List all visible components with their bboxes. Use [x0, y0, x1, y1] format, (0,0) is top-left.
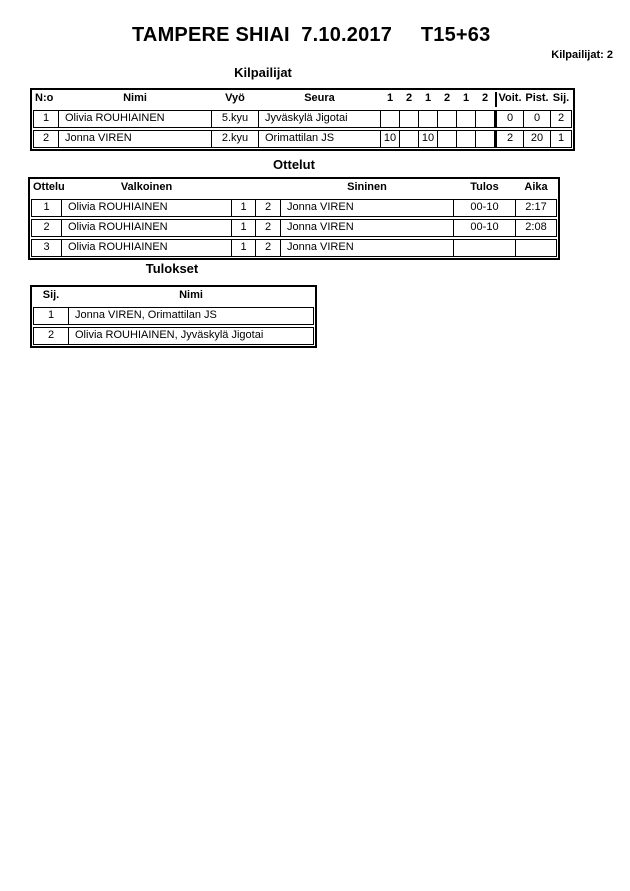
col-header-score-4: 2 [443, 92, 451, 104]
competitor-name: Jonna VIREN [59, 131, 212, 147]
result-name: Olivia ROUHIAINEN, Jyväskylä Jigotai [75, 329, 264, 341]
result-place: 1 [34, 308, 69, 324]
competitor-belt: 5.kyu [212, 111, 259, 127]
white-player-name: Olivia ROUHIAINEN [62, 240, 232, 256]
col-header-nimi: Nimi [179, 289, 203, 301]
points-cell: 0 [524, 111, 551, 127]
white-player-name: Olivia ROUHIAINEN [62, 200, 232, 216]
blue-player-number: 2 [256, 220, 281, 236]
col-header-no: N:o [35, 92, 54, 104]
score-cell [419, 111, 438, 127]
competitor-number: 1 [34, 111, 59, 127]
kilpailijat-header-row [33, 91, 572, 108]
tulokset-table [30, 285, 317, 348]
col-header-score-2: 2 [405, 92, 413, 104]
score-cell: 10 [419, 131, 438, 147]
score-cell [457, 131, 476, 147]
table-row [31, 199, 557, 217]
points-cell: 20 [524, 131, 551, 147]
table-row [31, 239, 557, 257]
table-row [33, 327, 314, 345]
match-result [454, 240, 516, 256]
tulokset-heading: Tulokset [145, 261, 199, 276]
white-player-name: Olivia ROUHIAINEN [62, 220, 232, 236]
col-header-score-6: 2 [481, 92, 489, 104]
col-header-voit: Voit. [495, 92, 524, 107]
col-header-vyo: Vyö [225, 92, 245, 104]
blue-player-name: Jonna VIREN [281, 220, 454, 236]
score-cell [381, 111, 400, 127]
wins-cell: 0 [495, 111, 524, 127]
ottelut-table [28, 177, 560, 260]
col-header-score-3: 1 [424, 92, 432, 104]
score-cell [438, 111, 457, 127]
match-time: 2:17 [525, 201, 547, 213]
score-cell [476, 131, 495, 147]
white-player-number: 1 [232, 200, 256, 216]
col-header-pist: Pist. [525, 92, 549, 104]
col-header-white-number [232, 181, 256, 196]
blue-player-name: Jonna VIREN [281, 200, 454, 216]
kilpailijat-table [30, 88, 575, 151]
ottelut-heading: Ottelut [273, 157, 315, 172]
col-header-sininen: Sininen [347, 181, 387, 193]
match-result: 00-10 [454, 200, 516, 216]
match-number: 2 [32, 220, 62, 236]
place-cell: 2 [557, 112, 565, 124]
match-number: 1 [32, 200, 62, 216]
match-number: 3 [32, 240, 62, 256]
result-name: Jonna VIREN, Orimattilan JS [75, 309, 217, 321]
table-row [33, 130, 572, 148]
col-header-aika: Aika [524, 181, 548, 193]
col-header-seura: Seura [304, 92, 335, 104]
match-result: 00-10 [454, 220, 516, 236]
score-cell [476, 111, 495, 127]
table-row [33, 110, 572, 128]
match-time [516, 240, 556, 256]
col-header-ottelu: Ottelu [33, 181, 65, 193]
col-header-valkoinen: Valkoinen [120, 181, 173, 193]
col-header-blue-number [256, 181, 281, 196]
score-cell [400, 131, 419, 147]
competitor-club: Jyväskylä Jigotai [259, 111, 381, 127]
col-header-sij: Sij. [42, 289, 60, 301]
score-cell [400, 111, 419, 127]
score-cell [457, 111, 476, 127]
table-row [33, 307, 314, 325]
white-player-number: 1 [232, 220, 256, 236]
score-cell [438, 131, 457, 147]
blue-player-number: 2 [256, 200, 281, 216]
col-header-tulos: Tulos [470, 181, 499, 193]
col-header-nimi: Nimi [123, 92, 147, 104]
competitor-belt: 2.kyu [212, 131, 259, 147]
col-header-score-1: 1 [386, 92, 394, 104]
kilpailijat-heading: Kilpailijat [234, 65, 292, 80]
blue-player-number: 2 [256, 240, 281, 256]
col-header-sij: Sij. [552, 92, 570, 104]
match-time: 2:08 [525, 221, 547, 233]
place-cell: 1 [557, 132, 565, 144]
competitors-count: Kilpailijat: 2 [551, 49, 613, 61]
result-place: 2 [34, 328, 69, 344]
tulokset-header-row [33, 288, 314, 305]
ottelut-header-row [31, 180, 557, 197]
page-title: TAMPERE SHIAI 7.10.2017 T15+63 [132, 24, 491, 46]
competitor-club: Orimattilan JS [259, 131, 381, 147]
blue-player-name: Jonna VIREN [281, 240, 454, 256]
competitor-name: Olivia ROUHIAINEN [59, 111, 212, 127]
col-header-score-5: 1 [462, 92, 470, 104]
table-row [31, 219, 557, 237]
score-cell: 10 [381, 131, 400, 147]
wins-cell: 2 [495, 131, 524, 147]
white-player-number: 1 [232, 240, 256, 256]
competitor-number: 2 [34, 131, 59, 147]
